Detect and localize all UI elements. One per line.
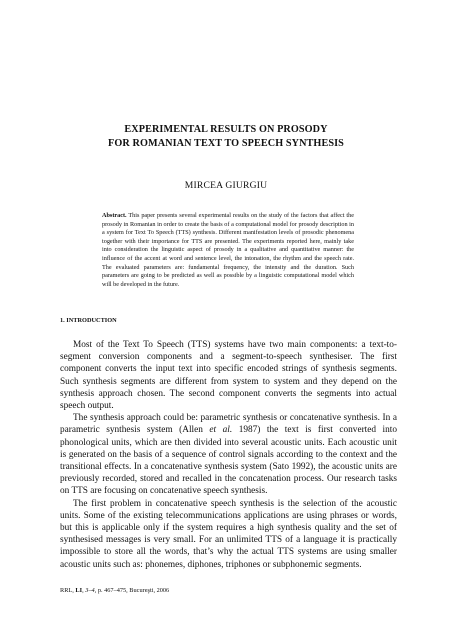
abstract-label: Abstract.: [102, 212, 127, 219]
paragraph-1: Most of the Text To Speech (TTS) systems have two main components: a text-to-segment conversion components and a segment-to-speech synthesiser. The first component converts the input text into specific encoded strings of synthesis segments. Such synthesis segments are different from system to system and they depend on the synthesis approach chosen. The second component converts the segments into actual speech output.: [60, 340, 397, 412]
journal-pages: , p. 467–475, Bucureşti, 2006: [94, 587, 170, 594]
title-line-1: EXPERIMENTAL RESULTS ON PROSODY: [124, 124, 328, 135]
body-text: [60, 339, 397, 571]
journal-volume: LI: [75, 587, 83, 594]
paragraph-2: [60, 412, 397, 497]
citation-et-al: et al.: [209, 425, 233, 436]
paper-title: [20, 123, 432, 151]
journal-name: RRL,: [60, 587, 76, 594]
journal-issue: 3–4: [85, 587, 95, 594]
abstract: [102, 212, 354, 289]
journal-footer: [60, 587, 360, 594]
section-heading: 1. INTRODUCTION: [60, 317, 117, 324]
title-line-2: FOR ROMANIAN TEXT TO SPEECH SYNTHESIS: [108, 138, 344, 149]
author-name: MIRCEA GIURGIU: [184, 180, 268, 191]
paragraph-2-part-2: 1987) the text is first converted into phonological units, which are then divided into several acoustic units. Each acoustic unit is generated on the basis of a sequence of control signals according to the context and the transitional effects. In a concatenative synthesis system (Sato 1992), the acoustic units are previously recorded, stored and recalled in the concatenation process. Our research tasks on TTS are focusing on concatenative speech synthesis.: [60, 425, 397, 497]
abstract-text: This paper presents several experimental results on the study of the factors that affect the prosody in Romanian in order to create the basis of a computational model for prosody description in a system for Text To Speech (TTS) synthesis. Different manifestation levels of prosodic phenomena together with their importance for TTS are presented. The experiments reported here, mainly take into consideration the linguistic aspect of prosody in a qualitative and quantitative manner: the influence of the accent at word and sentence level, the intonation, the rhythm and the speech rate. The evaluated parameters are: fundamental frequency, the intensity and the duration. Such parameters are going to be predicted as well as possible by a linguistic computational model which will be developed in the future.: [102, 212, 354, 288]
paragraph-3: The first problem in concatenative speech synthesis is the selection of the acoustic units. Some of the existing telecommunications applications are using phrases or words, but this is applicable only if the system requires a high synthesis quality and the set of synthesised messages is very small. For an unlimited TTS of a language it is practically impossible to store all the words, that’s why the actual TTS systems are using smaller acoustic units such as: phonemes, diphones, triphones or subphonemic segments.: [60, 498, 397, 570]
paragraph-2-part-1: The synthesis approach could be: parametric synthesis or concatenative synthesis. In a parametric synthesis system (Allen: [60, 413, 397, 436]
journal-sep: ,: [82, 587, 86, 594]
